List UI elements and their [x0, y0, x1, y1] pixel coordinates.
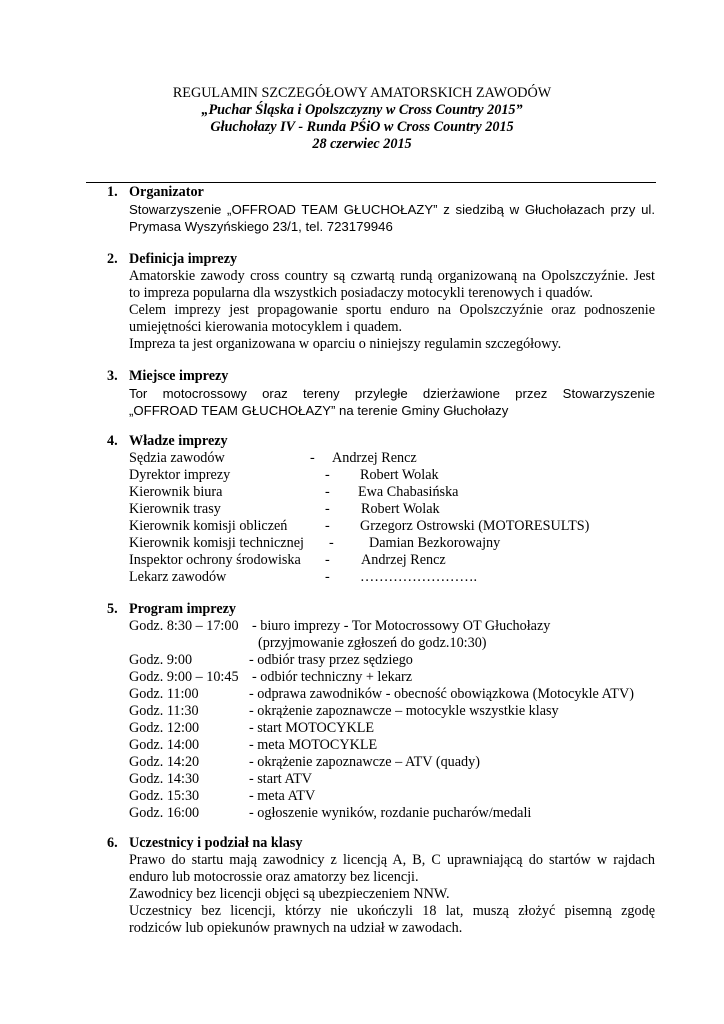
authority-dash: - — [329, 535, 334, 551]
section-number: 4. — [107, 433, 118, 449]
authority-dash: - — [325, 501, 330, 517]
section-participants — [107, 835, 655, 937]
schedule-time: Godz. 11:00 — [129, 686, 199, 702]
section-line: Tor motocrossowy oraz tereny przyległe dzierżawione przez Stowarzyszenie — [129, 386, 655, 401]
schedule-time: Godz. 14:20 — [129, 754, 200, 770]
schedule-time: Godz. 12:00 — [129, 720, 200, 736]
section-line: Stowarzyszenie „OFFROAD TEAM GŁUCHOŁAZY” z siedzibą w Głuchołazach przy ul. — [129, 202, 655, 217]
authority-role: Kierownik trasy — [129, 501, 221, 517]
authority-row — [129, 467, 655, 484]
section-line: Amatorskie zawody cross country są czwartą rundą organizowaną na Opolszczyźnie. Jest — [129, 268, 655, 284]
schedule-desc: - odbiór techniczny + lekarz — [252, 669, 413, 685]
section-definition — [107, 251, 655, 353]
authority-row — [129, 450, 655, 467]
authority-role: Kierownik biura — [129, 484, 223, 500]
schedule-desc: - odbiór trasy przez sędziego — [249, 652, 413, 668]
authority-role: Dyrektor imprezy — [129, 467, 231, 483]
schedule-time: Godz. 14:30 — [129, 771, 200, 787]
section-title: Definicja imprezy — [129, 251, 238, 267]
authority-row — [129, 484, 655, 501]
schedule-row — [129, 618, 655, 635]
schedule-time: Godz. 16:00 — [129, 805, 200, 821]
schedule-row — [129, 652, 655, 669]
section-program — [107, 601, 655, 822]
schedule-row — [129, 720, 655, 737]
authority-name: Robert Wolak — [360, 467, 439, 483]
schedule-row — [129, 635, 655, 652]
schedule-row — [129, 686, 655, 703]
authority-dash: - — [310, 450, 315, 466]
authority-role: Kierownik komisji technicznej — [129, 535, 304, 551]
section-title: Uczestnicy i podział na klasy — [129, 835, 303, 851]
section-line: enduro lub motocrossie oraz amatorzy bez licencji. — [129, 869, 419, 885]
section-number: 3. — [107, 368, 118, 384]
section-line: Zawodnicy bez licencji objęci są ubezpieczeniem NNW. — [129, 886, 450, 902]
section-title: Program imprezy — [129, 601, 237, 617]
schedule-desc: - meta MOTOCYKLE — [249, 737, 378, 753]
authority-name: Ewa Chabasińska — [358, 484, 459, 500]
authority-role: Sędzia zawodów — [129, 450, 225, 466]
authority-dash: - — [325, 467, 330, 483]
schedule-desc: - okrążenie zapoznawcze – ATV (quady) — [249, 754, 480, 770]
authority-name: Grzegorz Ostrowski (MOTORESULTS) — [360, 518, 590, 534]
schedule-desc: - odprawa zawodników - obecność obowiązkowa (Motocykle ATV) — [249, 686, 634, 702]
schedule-time: Godz. 8:30 – 17:00 — [129, 618, 239, 634]
section-number: 2. — [107, 251, 118, 267]
schedule-row — [129, 737, 655, 754]
authority-role: Lekarz zawodów — [129, 569, 227, 585]
document-header — [0, 85, 724, 153]
doc-subtitle-cup: „Puchar Śląska i Opolszczyzny w Cross Country 2015” — [201, 102, 523, 118]
authority-role: Kierownik komisji obliczeń — [129, 518, 288, 534]
authority-row — [129, 501, 655, 518]
schedule-time: Godz. 14:00 — [129, 737, 200, 753]
section-authorities — [107, 433, 655, 586]
authority-name: Andrzej Rencz — [361, 552, 446, 568]
schedule-desc: - start ATV — [249, 771, 313, 787]
section-title: Organizator — [129, 184, 204, 200]
schedule-time: Godz. 9:00 — [129, 652, 193, 668]
authority-dash: - — [325, 552, 330, 568]
header-divider — [86, 182, 656, 183]
authority-row — [129, 569, 655, 586]
schedule-row — [129, 771, 655, 788]
section-line: Celem imprezy jest propagowanie sportu enduro na Opolszczyźnie oraz podnoszenie — [129, 302, 655, 318]
doc-subtitle-round: Głuchołazy IV - Runda PŚiO w Cross Country 2015 — [210, 119, 514, 135]
schedule-time: Godz. 15:30 — [129, 788, 200, 804]
schedule-desc: - start MOTOCYKLE — [249, 720, 375, 736]
section-location — [107, 368, 655, 419]
schedule-time: Godz. 9:00 – 10:45 — [129, 669, 239, 685]
schedule-desc: - ogłoszenie wyników, rozdanie pucharów/medali — [249, 805, 532, 821]
schedule-desc: - meta ATV — [249, 788, 316, 804]
schedule-row — [129, 788, 655, 805]
schedule-desc: - biuro imprezy - Tor Motocrossowy OT Głuchołazy — [252, 618, 551, 634]
section-line: umiejętności kierowania motocyklem i quadem. — [129, 319, 403, 335]
section-line: Prawo do startu mają zawodnicy z licencją A, B, C uprawniającą do startów w rajdach — [129, 852, 655, 868]
section-line: Prymasa Wyszyńskiego 23/1, tel. 723179946 — [129, 219, 393, 234]
authority-dash: - — [325, 484, 330, 500]
section-title: Miejsce imprezy — [129, 368, 229, 384]
section-title: Władze imprezy — [129, 433, 228, 449]
section-number: 5. — [107, 601, 118, 617]
schedule-desc: (przyjmowanie zgłoszeń do godz.10:30) — [258, 635, 487, 651]
schedule-row — [129, 805, 655, 822]
authority-row — [129, 535, 655, 552]
authority-dash: - — [325, 569, 330, 585]
section-number: 6. — [107, 835, 118, 851]
doc-date: 28 czerwiec 2015 — [312, 136, 412, 152]
section-line: to impreza popularna dla wszystkich posiadaczy motocykli terenowych i quadów. — [129, 285, 593, 301]
schedule-time: Godz. 11:30 — [129, 703, 199, 719]
section-line: Impreza ta jest organizowana w oparciu o niniejszy regulamin szczegółowy. — [129, 336, 562, 352]
authority-name: ……………………. — [360, 569, 478, 585]
section-organizer — [107, 184, 655, 235]
authority-name: Andrzej Rencz — [332, 450, 417, 466]
schedule-row — [129, 754, 655, 771]
authority-name: Damian Bezkorowajny — [369, 535, 501, 551]
authority-row — [129, 518, 655, 535]
doc-title: REGULAMIN SZCZEGÓŁOWY AMATORSKICH ZAWODÓW — [172, 85, 552, 101]
section-number: 1. — [107, 184, 118, 200]
section-line: Uczestnicy bez licencji, którzy nie ukończyli 18 lat, muszą złożyć pisemną zgodę — [129, 903, 655, 919]
authority-role: Inspektor ochrony środowiska — [129, 552, 301, 568]
schedule-row — [129, 703, 655, 720]
authority-dash: - — [325, 518, 330, 534]
section-line: rodziców lub opiekunów prawnych na udział w zawodach. — [129, 920, 463, 936]
section-line: „OFFROAD TEAM GŁUCHOŁAZY” na terenie Gminy Głuchołazy — [129, 403, 509, 418]
authority-name: Robert Wolak — [361, 501, 440, 517]
authority-row — [129, 552, 655, 569]
schedule-desc: - okrążenie zapoznawcze – motocykle wszystkie klasy — [249, 703, 559, 719]
schedule-row — [129, 669, 655, 686]
